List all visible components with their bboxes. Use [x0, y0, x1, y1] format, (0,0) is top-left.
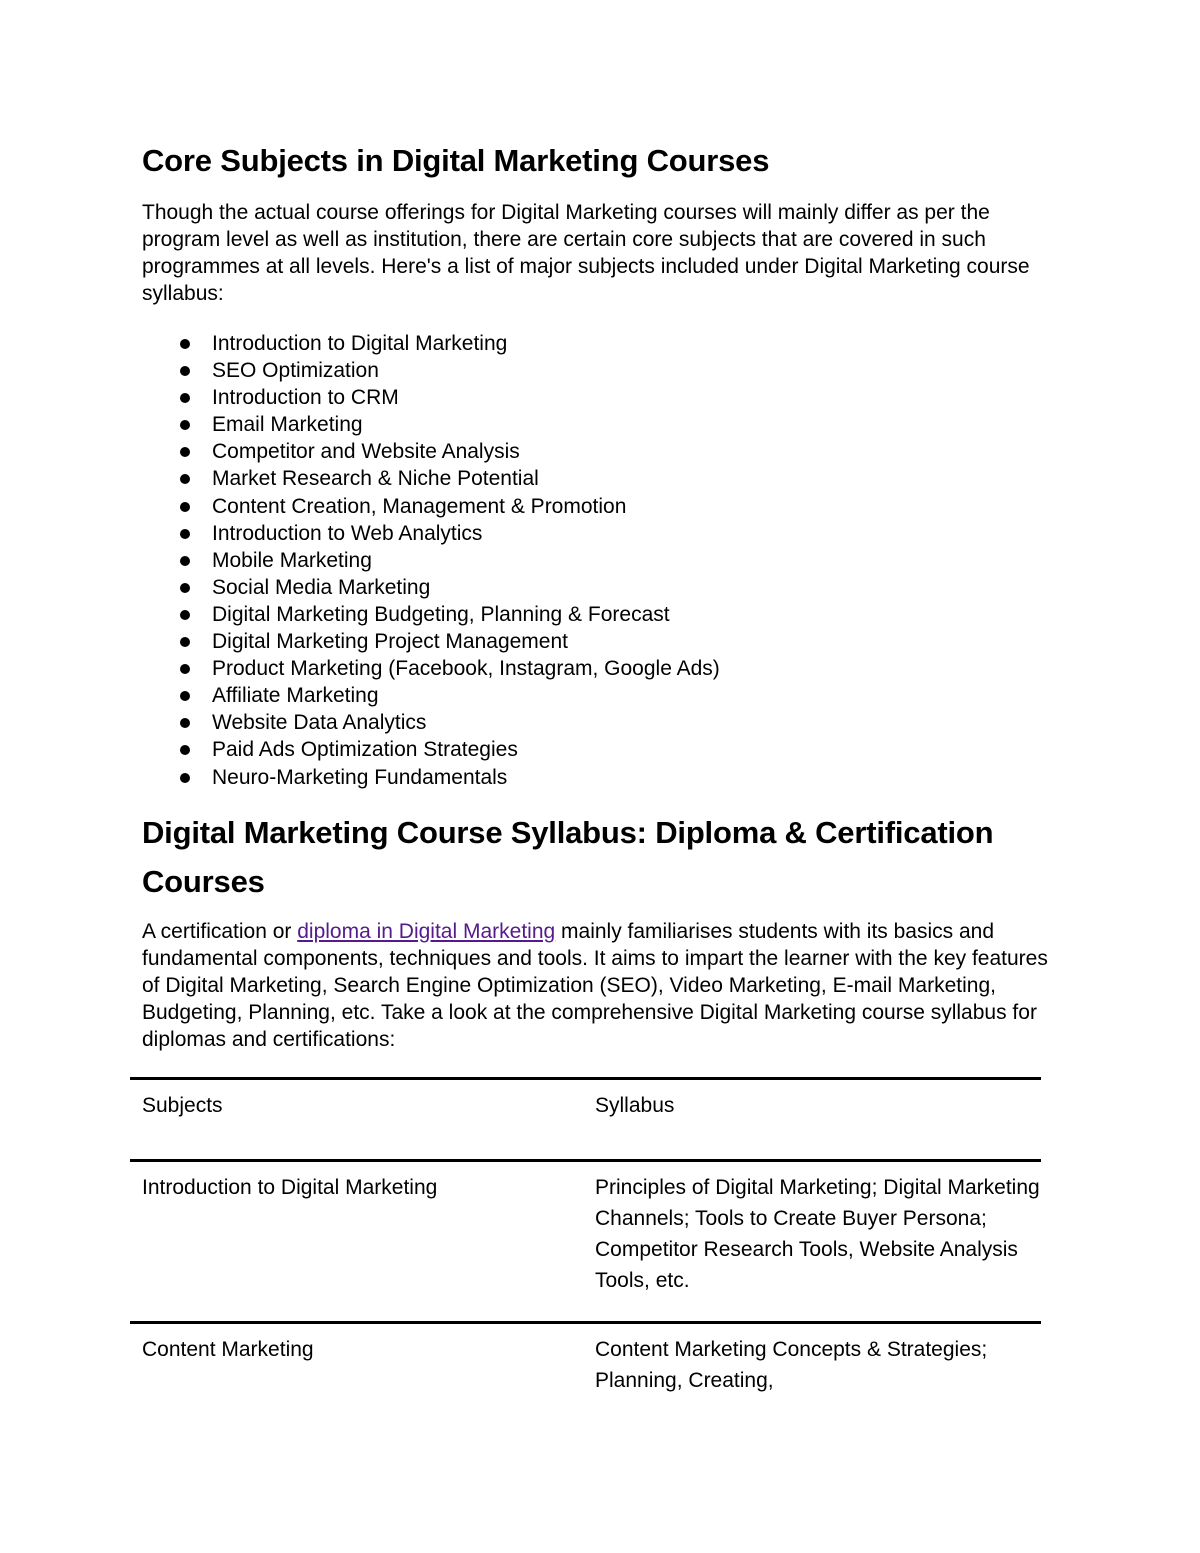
list-item: Digital Marketing Budgeting, Planning & Forecast	[142, 601, 1042, 628]
table-cell-syllabus: Content Marketing Concepts & Strategies; Planning, Creating,	[595, 1338, 988, 1392]
section-heading-core-subjects: Core Subjects in Digital Marketing Courses	[142, 143, 770, 178]
list-item: Mobile Marketing	[142, 547, 1042, 574]
syllabus-table	[130, 1077, 1041, 1411]
bullet-icon	[180, 664, 190, 674]
table-cell-subject: Introduction to Digital Marketing	[142, 1176, 438, 1199]
section-heading-diploma-syllabus: Digital Marketing Course Syllabus: Diploma & Certification Courses	[142, 815, 994, 899]
list-item: Introduction to Digital Marketing	[142, 330, 1042, 357]
table-header-row	[130, 1077, 1041, 1159]
bullet-icon	[180, 393, 190, 403]
bullet-icon	[180, 691, 190, 701]
list-item: Website Data Analytics	[142, 709, 1042, 736]
bullet-icon	[180, 420, 190, 430]
list-item: Content Creation, Management & Promotion	[142, 493, 1042, 520]
bullet-icon	[180, 529, 190, 539]
diploma-syllabus-intro: A certification or diploma in Digital Marketing mainly familiarises students with its basics and fundamental components, techniques and tools. It aims to impart the learner with the key features of Digital Marketing, Search Engine Optimization (SEO), Video Marketing, E-mail Marketing, Budgeting, Planning, etc. Take a look at the comprehensive Digital Marketing course syllabus for diplomas and certifications:	[142, 920, 1048, 1051]
diploma-in-digital-marketing-link[interactable]: diploma in Digital Marketing	[297, 920, 556, 943]
table-row	[130, 1321, 1041, 1411]
list-item: Market Research & Niche Potential	[142, 465, 1042, 492]
core-subjects-intro: Though the actual course offerings for Digital Marketing courses will mainly differ as per the program level as well as institution, there are certain core subjects that are covered in such programmes at all levels. Here's a list of major subjects included under Digital Marketing course syllabus:	[142, 201, 1030, 305]
list-item: Social Media Marketing	[142, 574, 1042, 601]
bullet-icon	[180, 339, 190, 349]
list-item: Digital Marketing Project Management	[142, 628, 1042, 655]
list-item: Paid Ads Optimization Strategies	[142, 736, 1042, 763]
bullet-icon	[180, 556, 190, 566]
list-item: Competitor and Website Analysis	[142, 438, 1042, 465]
core-subjects-list	[142, 330, 1042, 791]
bullet-icon	[180, 366, 190, 376]
table-header-syllabus: Syllabus	[595, 1094, 675, 1117]
table-row	[130, 1159, 1041, 1321]
list-item: Neuro-Marketing Fundamentals	[142, 764, 1042, 791]
bullet-icon	[180, 773, 190, 783]
bullet-icon	[180, 502, 190, 512]
list-item: Product Marketing (Facebook, Instagram, Google Ads)	[142, 655, 1042, 682]
list-item: Introduction to CRM	[142, 384, 1042, 411]
bullet-icon	[180, 637, 190, 647]
bullet-icon	[180, 745, 190, 755]
bullet-icon	[180, 474, 190, 484]
list-item: SEO Optimization	[142, 357, 1042, 384]
bullet-icon	[180, 583, 190, 593]
list-item: Introduction to Web Analytics	[142, 520, 1042, 547]
list-item: Affiliate Marketing	[142, 682, 1042, 709]
bullet-icon	[180, 718, 190, 728]
bullet-icon	[180, 447, 190, 457]
table-cell-syllabus: Principles of Digital Marketing; Digital Marketing Channels; Tools to Create Buyer Persona; Competitor Research Tools, Website Analysis Tools, etc.	[595, 1176, 1040, 1292]
bullet-icon	[180, 610, 190, 620]
table-header-subjects: Subjects	[142, 1094, 223, 1117]
table-cell-subject: Content Marketing	[142, 1338, 314, 1361]
list-item: Email Marketing	[142, 411, 1042, 438]
